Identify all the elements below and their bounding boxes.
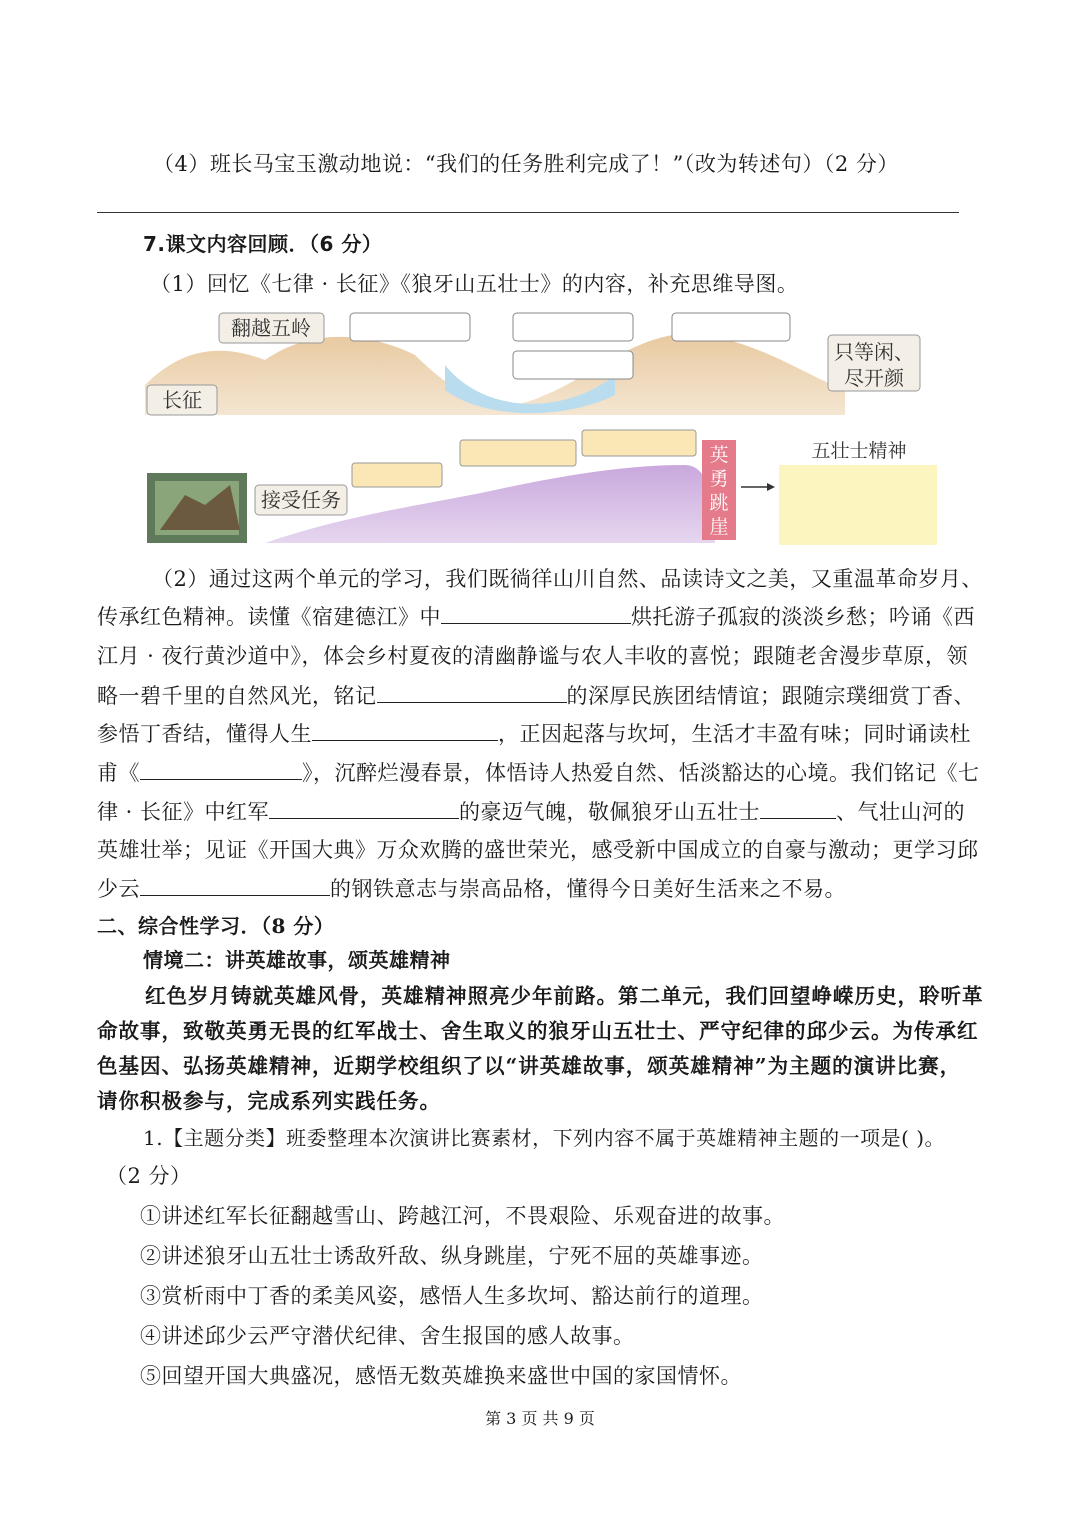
option-3[interactable]: ③赏析雨中丁香的柔美风姿，感悟人生多坎坷、豁达前行的道理。: [140, 1284, 764, 1308]
question-7-title: 7.课文内容回顾．（6 分）: [143, 232, 383, 256]
story-line-2: 命故事，致敬英勇无畏的红军战士、舍生取义的狼牙山五壮士、严守纪律的邱少云。为传承红: [97, 1019, 979, 1043]
fill-blank-3[interactable]: [312, 720, 498, 741]
label-zhidengxian: 只等闲、: [834, 340, 914, 364]
blank-box-8: [779, 465, 937, 545]
blank-box-5: [352, 463, 442, 487]
answer-line[interactable]: [97, 212, 959, 213]
paragraph-line-4: 略一碧千里的自然风光，铭记 的深厚民族团结情谊；跟随宗璞细赏丁香、: [97, 684, 975, 708]
blank-box-7: [582, 430, 696, 456]
label-changzheng: 长征: [162, 388, 202, 412]
question-7-part-1: （1）回忆《七律 · 长征》《狼牙山五壮士》的内容，补充思维导图。: [150, 272, 799, 296]
scenario-title: 情境二：讲英雄故事，颂英雄精神: [143, 948, 451, 972]
story-line-4: 请你积极参与，完成系列实践任务。: [97, 1089, 441, 1113]
label-fanyue-wuling: 翻越五岭: [231, 316, 311, 340]
paragraph-line-1: （2）通过这两个单元的学习，我们既徜徉山川自然、品读诗文之美，又重温革命岁月、: [152, 567, 983, 591]
fill-blank-5[interactable]: [269, 798, 459, 819]
question-4: （4）班长马宝玉激动地说：“我们的任务胜利完成了！”（改为转述句）（2 分）: [153, 152, 899, 176]
label-ying: 英: [709, 444, 729, 466]
label-ya: 崖: [709, 516, 729, 538]
label-jinkaiyan: 尽开颜: [844, 366, 904, 390]
option-2[interactable]: ②讲述狼牙山五壮士诱敌歼敌、纵身跳崖，宁死不屈的英雄事迹。: [140, 1244, 764, 1268]
option-1[interactable]: ①讲述红军长征翻越雪山、跨越江河，不畏艰险、乐观奋进的故事。: [140, 1204, 785, 1228]
page-footer: 第 3 页 共 9 页: [485, 1409, 595, 1428]
option-4[interactable]: ④讲述邱少云严守潜伏纪律、舍生报国的感人故事。: [140, 1324, 635, 1348]
question-1-score: （2 分）: [106, 1164, 192, 1188]
label-tiao: 跳: [709, 492, 729, 514]
paragraph-line-8: 英雄壮举；见证《开国大典》万众欢腾的盛世荣光，感受新中国成立的自豪与激动；更学习邱: [97, 838, 979, 862]
option-5[interactable]: ⑤回望开国大典盛况，感悟无数英雄换来盛世中国的家国情怀。: [140, 1364, 742, 1388]
label-yong: 勇: [709, 468, 729, 490]
paragraph-line-5: 参悟丁香结，懂得人生 ，正因起落与坎坷，生活才丰盈有味；同时诵读杜: [97, 722, 971, 746]
blank-box-1: [350, 313, 470, 341]
paragraph-line-7: 律 · 长征》中红军 的豪迈气魄，敬佩狼牙山五壮士 、气壮山河的: [97, 800, 966, 824]
paragraph-line-3: 江月 · 夜行黄沙道中》，体会乡村夏夜的清幽静谧与农人丰收的喜悦；跟随老舍漫步草原，领: [97, 644, 969, 668]
mind-map-figure: [145, 305, 945, 550]
label-jieshou-renwu: 接受任务: [261, 488, 341, 512]
section-2-title: 二、综合性学习．（8 分）: [97, 914, 335, 938]
label-wuzhuangshi-jingshen: 五壮士精神: [811, 440, 907, 462]
story-line-3: 色基因、弘扬英雄精神，近期学校组织了以“讲英雄故事，颂英雄精神”为主题的演讲比赛，: [97, 1054, 962, 1078]
fill-blank-6[interactable]: [760, 798, 836, 819]
paragraph-line-9: 少云 的钢铁意志与崇高品格，懂得今日美好生活来之不易。: [97, 877, 846, 901]
question-1: 1.【主题分类】班委整理本次演讲比赛素材，下列内容不属于英雄精神主题的一项是( )。: [143, 1126, 946, 1150]
blank-box-2: [513, 313, 633, 341]
blank-box-6: [460, 440, 576, 466]
fill-blank-7[interactable]: [140, 875, 330, 896]
fill-blank-1[interactable]: [441, 603, 631, 624]
paragraph-line-6: 甫《 》，沉醉烂漫春景，体悟诗人热爱自然、恬淡豁达的心境。我们铭记《七: [97, 761, 980, 785]
fill-blank-4[interactable]: [140, 759, 302, 780]
blank-box-4: [672, 313, 790, 341]
story-line-1: 红色岁月铸就英雄风骨，英雄精神照亮少年前路。第二单元，我们回望峥嵘历史，聆听革: [145, 984, 984, 1008]
blank-box-3: [513, 351, 633, 379]
paragraph-line-2: 传承红色精神。读懂《宿建德江》中 烘托游子孤寂的淡淡乡愁；吟诵《西: [97, 605, 975, 629]
fill-blank-2[interactable]: [377, 682, 567, 703]
